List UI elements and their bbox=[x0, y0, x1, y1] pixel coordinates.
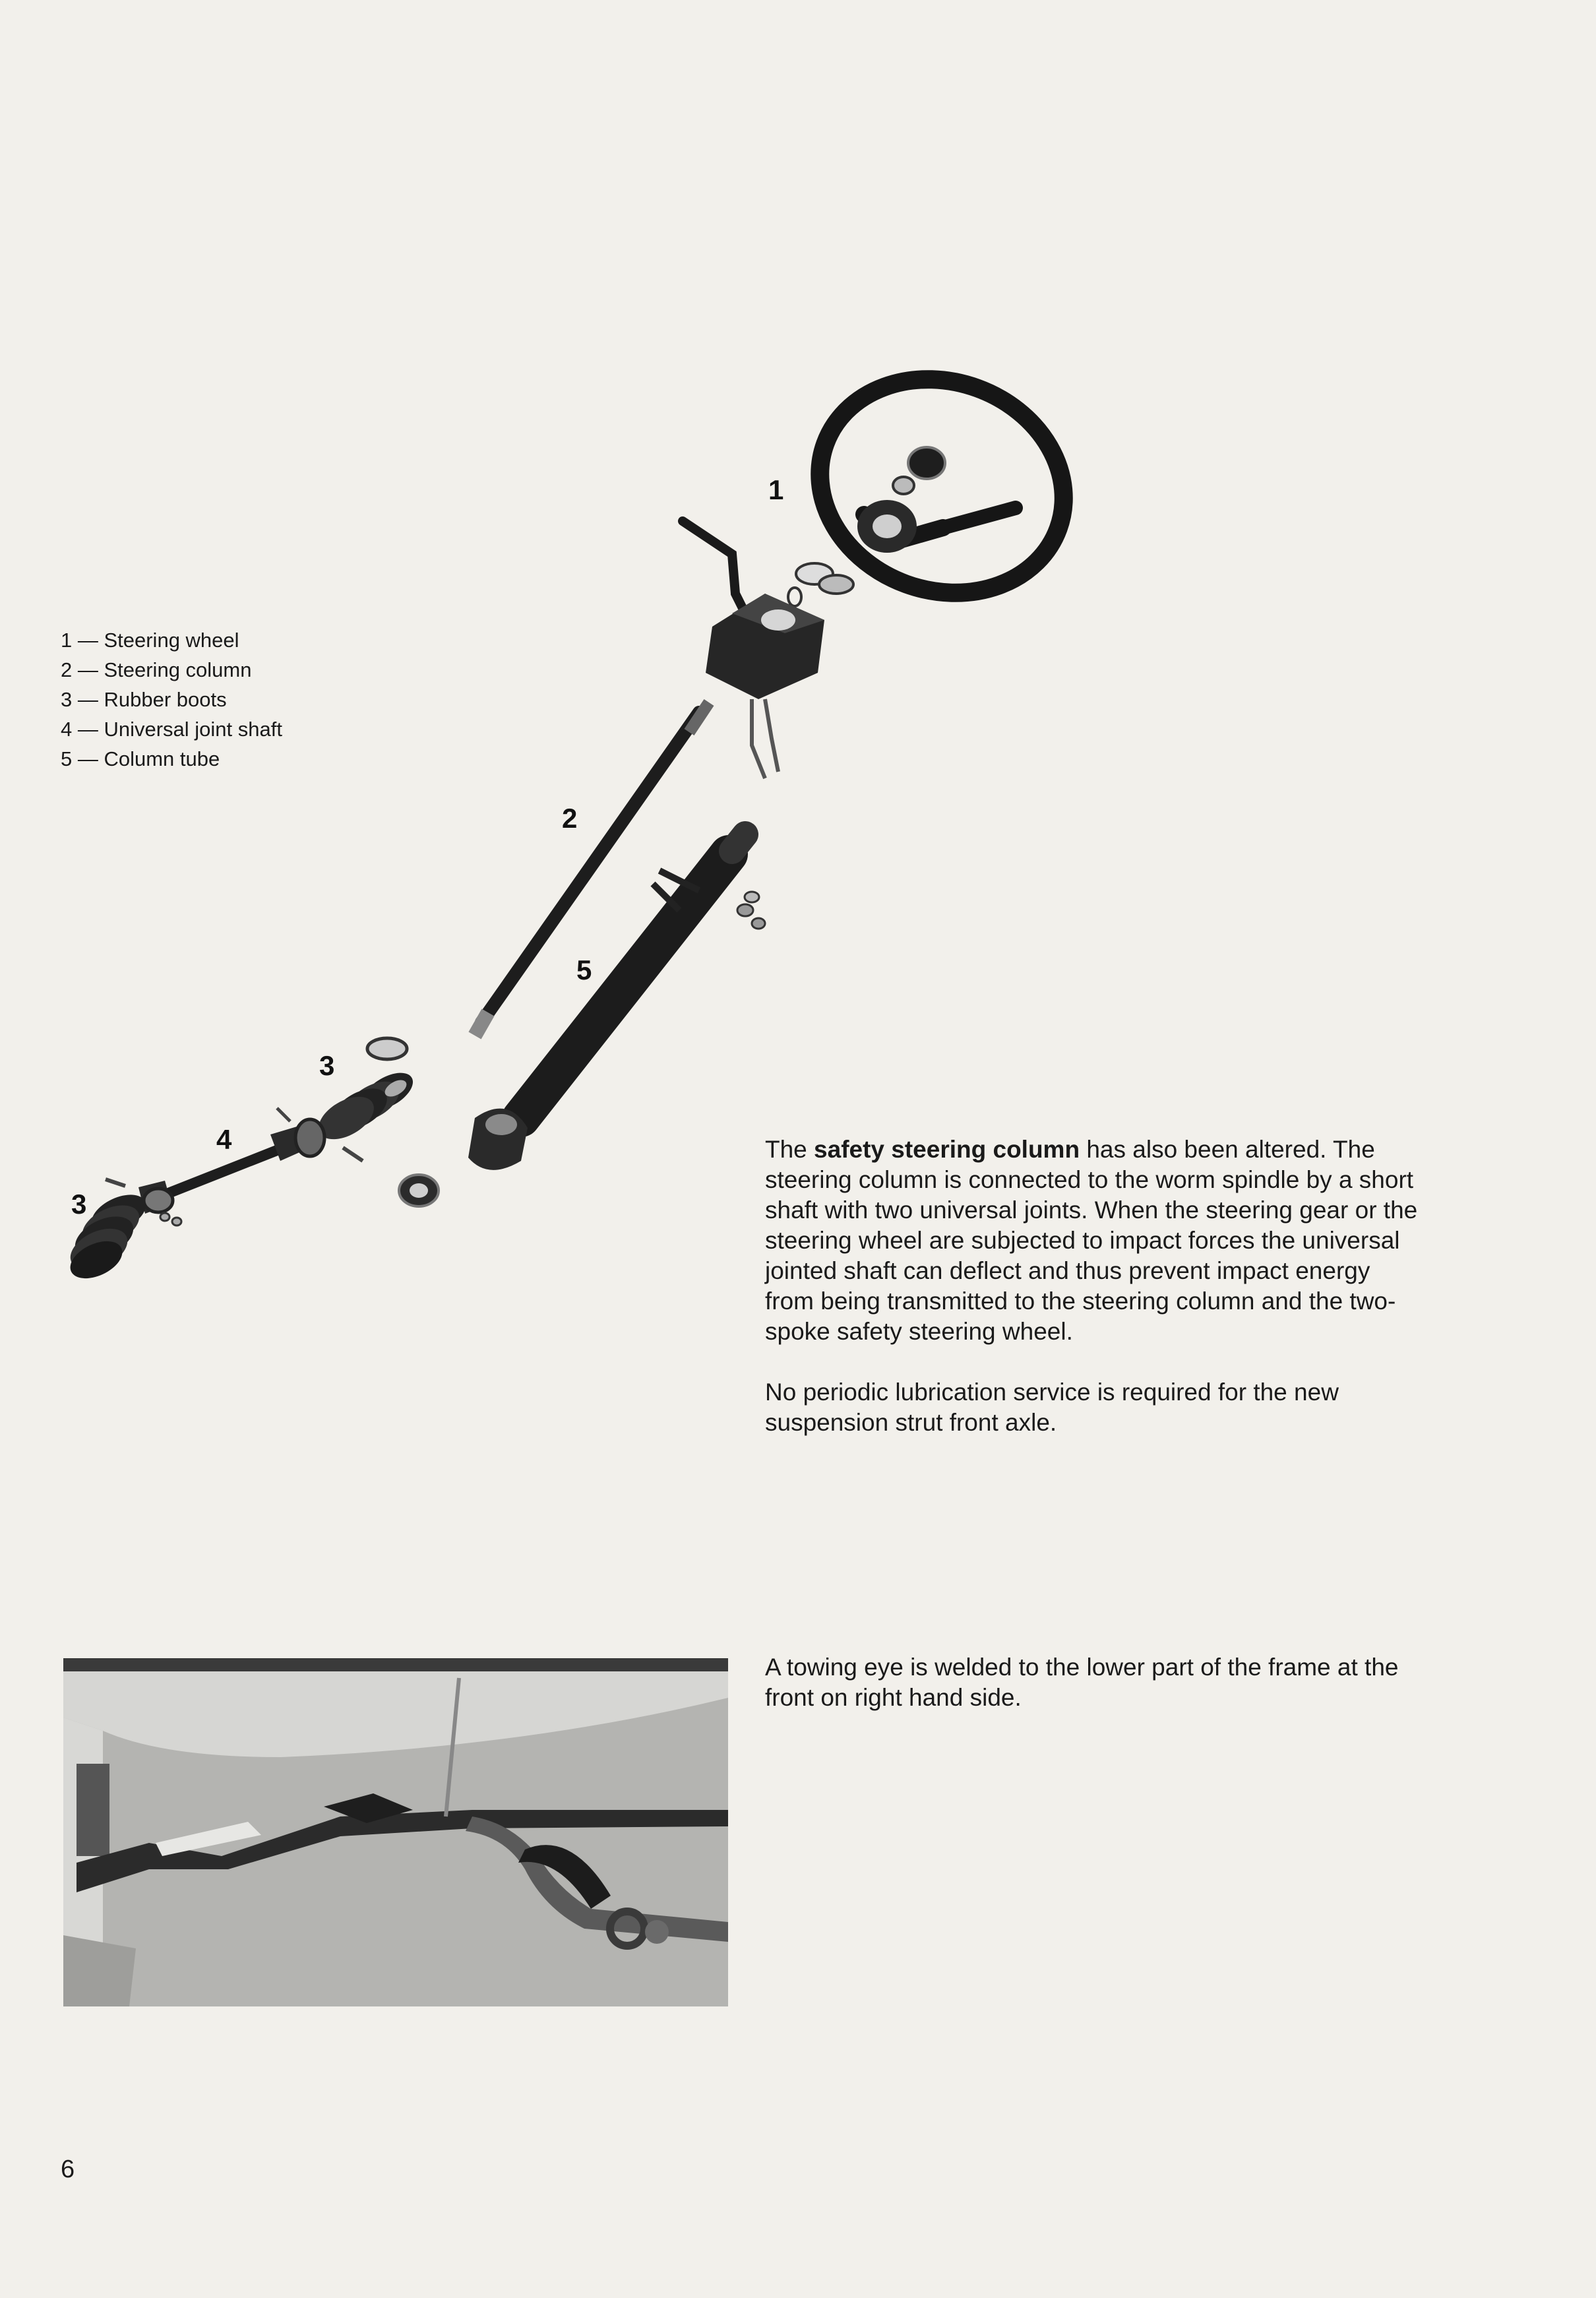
page-number: 6 bbox=[61, 2156, 75, 2183]
callout-5: 5 bbox=[576, 954, 592, 985]
towing-eye-photo bbox=[63, 1658, 728, 2006]
steering-column-illustration bbox=[475, 702, 709, 1036]
callout-2: 2 bbox=[562, 803, 578, 834]
lubrication-paragraph: No periodic lubrication service is required for the new suspension strut front axle. bbox=[765, 1379, 1339, 1436]
switch-housing-illustration bbox=[706, 594, 824, 778]
safety-column-paragraph: The safety steering column has also been altered. The steering column is connected to the worm spindle by a short shaft with two universal joints. When the steering gear or the steering wheel are subjected to impact forces the universal jointed shaft can deflect and thus prevent impact energy from being transmitted to the steering column and the two-spoke safety steering wheel. bbox=[765, 1136, 1418, 1345]
legend-item-steering-column: 2 — Steering column bbox=[61, 658, 252, 681]
safety-column-text-block bbox=[765, 1134, 1425, 1468]
towing-eye-text-block bbox=[765, 1652, 1425, 1743]
column-tube-illustration bbox=[521, 834, 765, 1118]
legend-item-rubber-boots: 3 — Rubber boots bbox=[61, 688, 227, 711]
callout-4: 4 bbox=[216, 1124, 232, 1155]
legend-item-universal-joint-shaft: 4 — Universal joint shaft bbox=[61, 718, 282, 741]
legend-item-steering-wheel: 1 — Steering wheel bbox=[61, 629, 239, 652]
towing-eye-paragraph: A towing eye is welded to the lower part of the frame at the front on right hand side. bbox=[765, 1654, 1399, 1711]
legend-item-column-tube: 5 — Column tube bbox=[61, 747, 220, 770]
callout-3-lower: 3 bbox=[71, 1189, 87, 1220]
safety-column-term: safety steering column bbox=[814, 1136, 1080, 1163]
callout-1: 1 bbox=[768, 474, 784, 505]
callout-3-upper: 3 bbox=[319, 1050, 335, 1081]
